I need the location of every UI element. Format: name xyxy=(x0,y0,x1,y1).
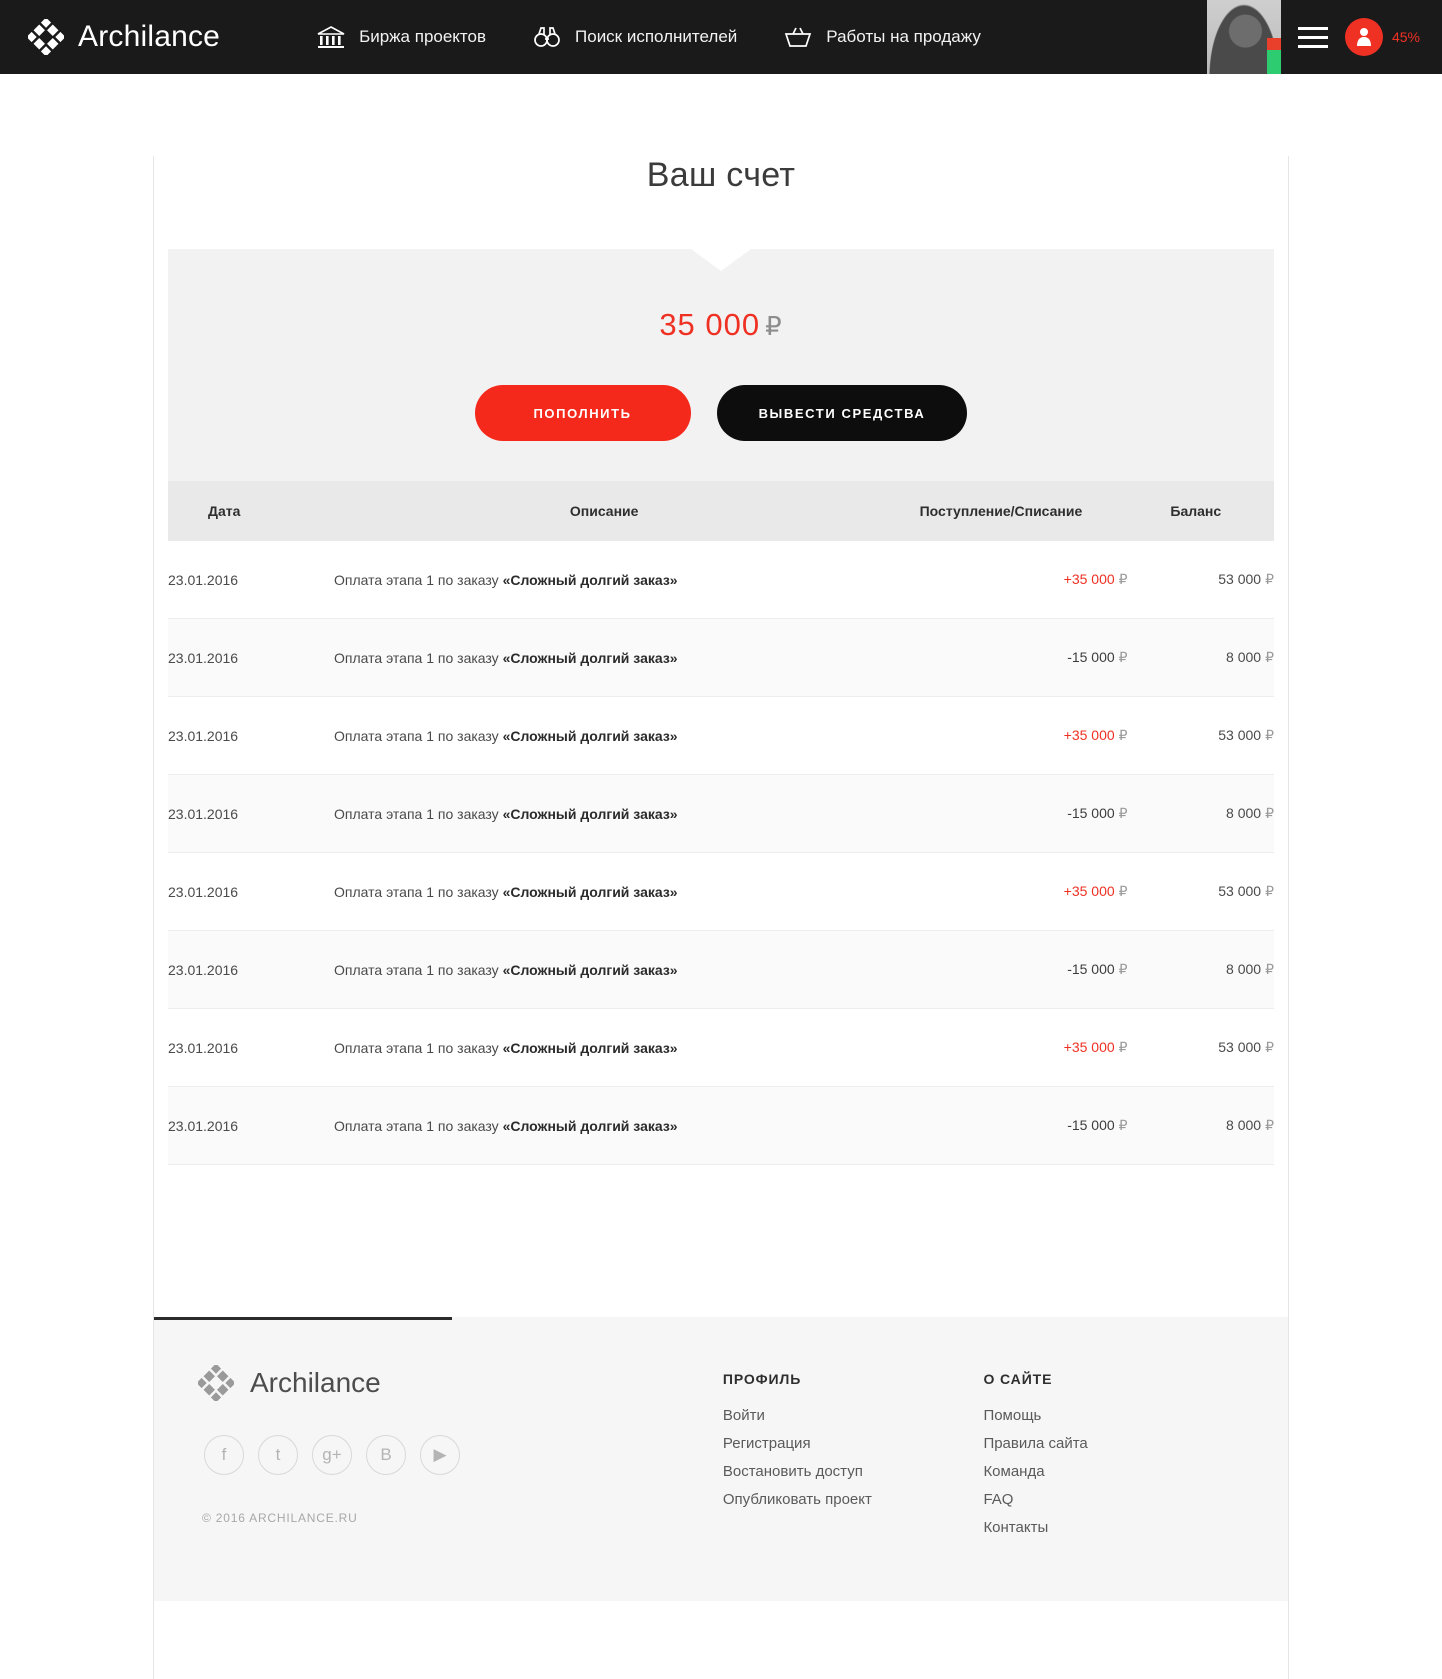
profile-completeness-badge[interactable] xyxy=(1345,18,1442,56)
twitter-icon[interactable]: t xyxy=(258,1435,298,1475)
footer-brand-block xyxy=(198,1365,723,1547)
nav-label-projects: Биржа проектов xyxy=(359,27,487,46)
burger-line xyxy=(1298,27,1328,30)
binoculars-icon xyxy=(532,25,562,49)
table-row xyxy=(168,1087,1274,1165)
avatar[interactable] xyxy=(1207,0,1281,74)
profile-percent: 45% xyxy=(1391,29,1420,45)
cell-description: Оплата этапа 1 по заказу «Сложный долгий заказ» xyxy=(334,775,874,853)
footer-top-rule xyxy=(154,1317,452,1320)
table-header-row xyxy=(168,481,1274,541)
cell-description: Оплата этапа 1 по заказу «Сложный долгий заказ» xyxy=(334,931,874,1009)
bank-icon xyxy=(316,25,346,49)
archilance-logo-icon xyxy=(28,19,64,55)
cell-description: Оплата этапа 1 по заказу «Сложный долгий заказ» xyxy=(334,697,874,775)
table-row xyxy=(168,775,1274,853)
cell-amount: +35 000 ₽ xyxy=(874,697,1127,775)
social-links xyxy=(204,1435,723,1475)
cell-date: 23.01.2016 xyxy=(168,1087,334,1165)
copyright: © 2016 ARCHILANCE.RU xyxy=(202,1511,358,1525)
cell-date: 23.01.2016 xyxy=(168,853,334,931)
cell-amount: +35 000 ₽ xyxy=(874,1009,1127,1087)
table-row xyxy=(168,931,1274,1009)
cell-description: Оплата этапа 1 по заказу «Сложный долгий заказ» xyxy=(334,619,874,697)
cell-balance: 53 000 ₽ xyxy=(1128,1009,1274,1087)
cell-balance: 8 000 ₽ xyxy=(1128,775,1274,853)
table-row xyxy=(168,1009,1274,1087)
nav-label-works-for-sale: Работы на продажу xyxy=(826,27,981,46)
burger-line xyxy=(1298,36,1328,39)
cell-balance: 53 000 ₽ xyxy=(1128,697,1274,775)
footer-link[interactable]: Контакты xyxy=(983,1519,1049,1536)
person-icon xyxy=(1355,26,1373,48)
balance-panel xyxy=(168,249,1274,481)
menu-button[interactable] xyxy=(1281,0,1345,74)
balance-amount: 35 000 xyxy=(659,307,761,342)
footer-column-title: О САЙТЕ xyxy=(983,1371,1053,1387)
table-row xyxy=(168,697,1274,775)
cell-balance: 53 000 ₽ xyxy=(1128,541,1274,619)
cell-amount: +35 000 ₽ xyxy=(874,541,1127,619)
cell-description: Оплата этапа 1 по заказу «Сложный долгий заказ» xyxy=(334,1009,874,1087)
burger-line xyxy=(1298,45,1328,48)
archilance-logo-icon xyxy=(198,1365,234,1401)
cell-amount: -15 000 ₽ xyxy=(874,775,1127,853)
footer-link[interactable]: Помощь xyxy=(983,1407,1042,1424)
column-header-balance: Баланс xyxy=(1128,481,1274,541)
page-title: Ваш счет xyxy=(646,156,796,194)
footer-links-about xyxy=(983,1407,1244,1536)
transactions-table xyxy=(168,481,1274,1165)
footer-wrapper xyxy=(154,1317,1288,1601)
nav-item-works-for-sale[interactable] xyxy=(783,25,981,49)
youtube-icon[interactable]: ▶ xyxy=(420,1435,460,1475)
brand-name: Archilance xyxy=(78,20,221,53)
cell-date: 23.01.2016 xyxy=(168,541,334,619)
google-plus-icon[interactable]: g+ xyxy=(312,1435,352,1475)
footer-link[interactable]: Опубликовать проект xyxy=(722,1491,872,1508)
cell-date: 23.01.2016 xyxy=(168,697,334,775)
footer-brand-name: Archilance xyxy=(250,1367,381,1398)
main-nav xyxy=(316,25,981,49)
header-right-cluster xyxy=(1207,0,1442,74)
footer-column-title: ПРОФИЛЬ xyxy=(722,1371,802,1387)
cell-description: Оплата этапа 1 по заказу «Сложный долгий заказ» xyxy=(334,541,874,619)
column-header-description: Описание xyxy=(334,481,874,541)
table-header xyxy=(168,481,1274,541)
footer-links-profile xyxy=(723,1407,984,1508)
top-header xyxy=(0,0,1442,74)
footer-logo[interactable] xyxy=(198,1365,723,1401)
replenish-button[interactable]: ПОПОЛНИТЬ xyxy=(475,385,691,441)
footer-link[interactable]: FAQ xyxy=(983,1491,1014,1508)
cell-balance: 53 000 ₽ xyxy=(1128,853,1274,931)
nav-label-freelancers: Поиск исполнителей xyxy=(575,27,738,46)
cell-amount: -15 000 ₽ xyxy=(874,619,1127,697)
cell-amount: -15 000 ₽ xyxy=(874,931,1127,1009)
brand-logo[interactable] xyxy=(28,19,220,55)
withdraw-button[interactable]: ВЫВЕСТИ СРЕДСТВА xyxy=(717,385,968,441)
vk-icon[interactable]: B xyxy=(366,1435,406,1475)
panel-notch xyxy=(691,249,751,271)
cell-date: 23.01.2016 xyxy=(168,931,334,1009)
balance-amount-row xyxy=(168,307,1274,343)
cell-description: Оплата этапа 1 по заказу «Сложный долгий заказ» xyxy=(334,853,874,931)
footer-link[interactable]: Команда xyxy=(983,1463,1045,1480)
footer-link[interactable]: Правила сайта xyxy=(983,1435,1088,1452)
cell-description: Оплата этапа 1 по заказу «Сложный долгий заказ» xyxy=(334,1087,874,1165)
cell-balance: 8 000 ₽ xyxy=(1128,931,1274,1009)
cell-amount: +35 000 ₽ xyxy=(874,853,1127,931)
table-row xyxy=(168,853,1274,931)
nav-item-projects[interactable] xyxy=(316,25,486,49)
column-header-amount: Поступление/Списание xyxy=(874,481,1127,541)
facebook-icon[interactable]: f xyxy=(204,1435,244,1475)
page-frame xyxy=(153,156,1289,1679)
cell-balance: 8 000 ₽ xyxy=(1128,1087,1274,1165)
table-row xyxy=(168,541,1274,619)
footer-column-about xyxy=(983,1365,1244,1547)
footer-column-profile xyxy=(723,1365,984,1547)
cell-date: 23.01.2016 xyxy=(168,1009,334,1087)
cell-balance: 8 000 ₽ xyxy=(1128,619,1274,697)
nav-item-freelancers[interactable] xyxy=(532,25,737,49)
site-footer xyxy=(154,1317,1288,1601)
profile-avatar-icon xyxy=(1345,18,1383,56)
balance-currency: ₽ xyxy=(765,311,783,341)
table-body xyxy=(168,541,1274,1165)
cell-amount: -15 000 ₽ xyxy=(874,1087,1127,1165)
table-row xyxy=(168,619,1274,697)
footer-link[interactable]: Войти xyxy=(722,1407,765,1424)
footer-link[interactable]: Востановить доступ xyxy=(722,1463,863,1480)
cell-date: 23.01.2016 xyxy=(168,619,334,697)
balance-actions xyxy=(168,385,1274,441)
basket-icon xyxy=(783,25,813,49)
cell-date: 23.01.2016 xyxy=(168,775,334,853)
footer-link[interactable]: Регистрация xyxy=(722,1435,811,1452)
column-header-date: Дата xyxy=(168,481,334,541)
